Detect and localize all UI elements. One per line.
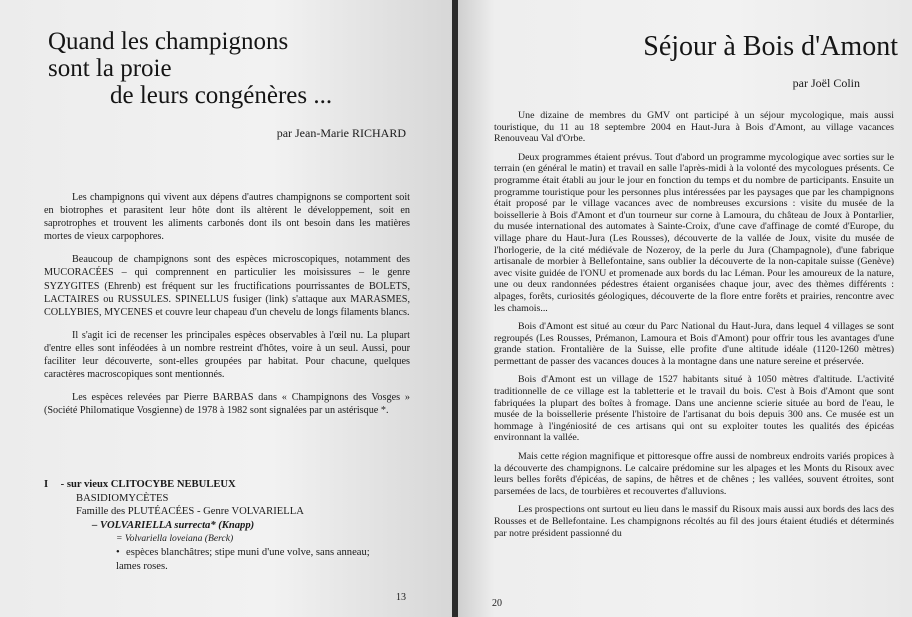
paragraph: Beaucoup de champignons sont des espèces microscopiques, notamment des MUCORACÉES – qui comprennent en particulier les moisissures – le genre SYZYGITES (Ehrenb) est fréquent sur les fructifications pourrissantes de BOLETS, LACTAIRES ou RUSSULES. SPINELLUS fusiger (link) s'attaque aux MARASMES, COLLYBIES, MYCENES et couvre leur chapeau d'un chevelu de longs filaments blancs. — [44, 254, 410, 318]
article-title: Séjour à Bois d'Amont — [643, 31, 898, 62]
article-body — [44, 191, 410, 427]
species-synonym: = Volvariella loveiana (Berck) — [116, 533, 234, 545]
paragraph: Deux programmes étaient prévus. Tout d'abord un programme mycologique avec sorties sur le terrain (en général le matin) et travail en salle l'après-midi à la volonté des mycologues présents. Ce programme était établi au jour le jour en fonction du temps et du nombre de participants. Ensuite un programme touristique pour les personnes plus intéressées par les paysages que par les champignons était proposé par le village vacances avec de nombreuses excursions : visite du musée de la boissellerie à Bois d'Amont et d'un tourneur sur corne à Lamoura, du château de Joux à Pontarlier, du musée international des automates à Sainte-Croix, d'une cave d'affinage de comté d'Europe, du village phare du Haut-Jura (Les Rousses), découverte de la vallée de Joux, visite du musée de l'horlogerie, de la cité médiévale de Nozeroy, de la perle du Jura (Champagnole), d'une fabrique artisanale de morbier à Bellefontaine, sans oublier la découverte de la non-capitale suisse (Genève) avec visite guidée de l'ONU et promenade aux bords du lac Léman. Pour les amoureux de la nature, une ou deux randonnées pédestres étaient organisées chaque jour, avec des thèmes différents : alpages, forêts, curiosités géologiques, découverte de la flore entre forêts et prairies, rencontre avec les chamois... — [494, 151, 894, 314]
author-byline: par Joël Colin — [792, 76, 860, 90]
title-line: de leurs congénères ... — [110, 82, 333, 109]
title-line: Quand les champignons — [48, 28, 289, 55]
species-name: – VOLVARIELLA surrecta* (Knapp) — [92, 519, 255, 531]
article-title — [48, 28, 428, 109]
section-heading — [44, 478, 414, 492]
article-body — [494, 110, 894, 546]
page-number: 20 — [492, 598, 502, 609]
paragraph: Bois d'Amont est un village de 1527 habitants situé à 1050 mètres d'altitude. L'activité traditionnelle de ce village est la tabletterie et le travail du bois. C'est à Bois d'Amont que sont fabriquées la plupart des boîtes à fromage. Dans une ancienne scierie située au bord de l'eau, le musée de la boissellerie présente l'histoire de l'artisanat du bois depuis 300 ans. Ce musée est un hommage à l'ingéniosité de ces artisans qui ont su exploiter toutes les qualités des épicéas environnant la vallée. — [494, 374, 894, 444]
family-label: Famille des PLUTÉACÉES - Genre VOLVARIELLA — [76, 506, 304, 518]
bullet-icon: • — [116, 546, 120, 558]
paragraph: Les prospections ont surtout eu lieu dans le massif du Risoux mais aussi aux bords des lacs des Rousses et de Bellefontaine. Les champignons récoltés au fil des jours étaient étudiés et déterminés par notre président passionné du — [494, 504, 894, 539]
paragraph: Les champignons qui vivent aux dépens d'autres champignons se comportent soit en biotrophes et parasitent leur hôte dont ils altèrent le développement, soit en saprotrophes et trouvent les aliments carbonés dont ils ont besoin dans les matières mortes de vieux carpophores. — [44, 192, 410, 243]
division-label: BASIDIOMYCÈTES — [76, 492, 169, 504]
species-description — [44, 546, 414, 560]
author-byline: par Jean-Marie RICHARD — [276, 126, 406, 140]
species-section — [44, 478, 414, 573]
paragraph: Une dizaine de membres du GMV ont participé à un séjour mycologique, mais aussi touristique, du 11 au 18 septembre 2004 en Haut-Jura à Bois d'Amont, au village vacances Renouveau Val d'Orbe. — [494, 110, 894, 145]
paragraph: Les espèces relevées par Pierre BARBAS dans « Champignons des Vosges » (Société Philomatique Vosgienne) de 1978 à 1982 sont signalées par un astérisque *. — [44, 392, 410, 417]
paragraph: Mais cette région magnifique et pittoresque offre aussi de nombreux endroits variés propices à la découverte des champignons. Le calcaire prédomine sur les alpages et les Monts du Risoux avec leurs belles forêts d'épicéas, de sapins, de hêtres et de chênes ; les vallées, souvent étroites, sont parsemées de lacs, de tourbières et recouvertes d'alluvions. — [494, 451, 894, 497]
species-description-cont: lames roses. — [116, 560, 168, 572]
paragraph: Il s'agit ici de recenser les principales espèces observables à l'œil nu. La plupart d'entre elles sont inféodées à un nombre restreint d'hôtes, voire à un seul. Aussi, pour faciliter leur découverte, sont-elles groupées par habitat. Pour chacune, quelques caractères macroscopiques sont mentionnés. — [44, 329, 410, 381]
description-text: espèces blanchâtres; stipe muni d'une volve, sans anneau; — [126, 546, 370, 558]
section-number: I — [44, 479, 49, 490]
page-number: 13 — [396, 592, 406, 603]
right-page — [458, 0, 912, 617]
title-line: sont la proie — [48, 55, 172, 82]
section-heading-text: - sur vieux CLITOCYBE NEBULEUX — [60, 479, 236, 490]
left-page — [0, 0, 452, 617]
paragraph: Bois d'Amont est situé au cœur du Parc National du Haut-Jura, dans lequel 4 villages se sont regroupés (Les Rousses, Prémanon, Lamoura et Bois d'Amont) pour offrir tous les avantages d'une grande station. Frontalière de la Suisse, elle profite d'une altitude idéale (1120-1260 mètres) permettant de passer des vacances douces à la montagne dans une nature sereine et préservée. — [494, 321, 894, 367]
